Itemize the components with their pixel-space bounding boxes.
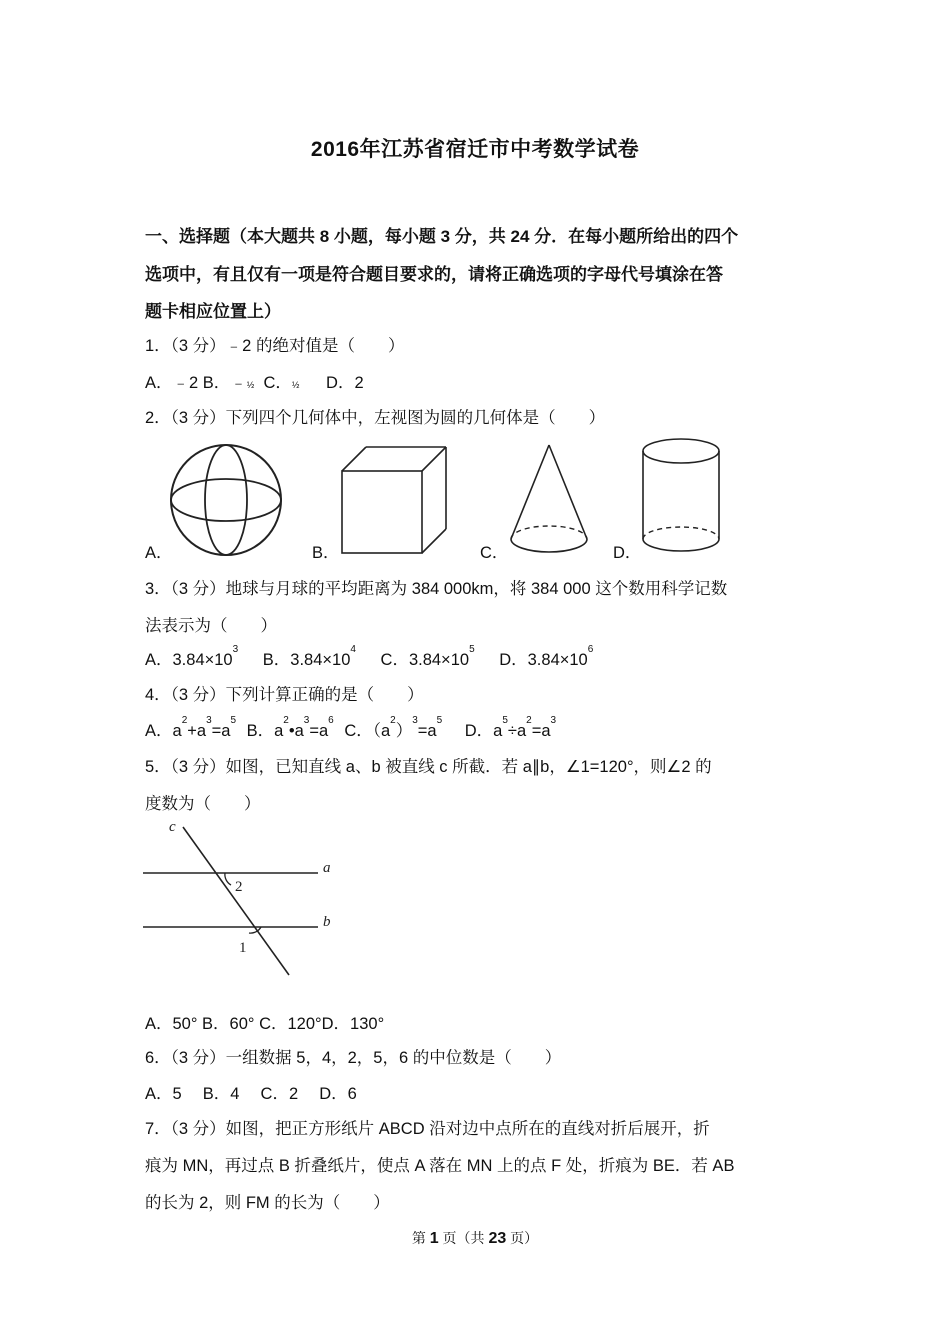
question-6-stem: 6．（3 分）一组数据 5，4，2，5，6 的中位数是（ ） — [145, 1049, 562, 1067]
question-5-stem-line-2: 度数为（ ） — [145, 795, 261, 813]
q4-option-c: C．$(a^2)^3=a^5$ — [344, 715, 443, 740]
section-heading-line-1: 一、选择题（本大题共 8 小题，每小题 3 分，共 24 分．在每小题所给出的四个 — [145, 227, 739, 246]
q2-option-a-label: A． — [145, 544, 173, 562]
question-2-stem: 2．（3 分）下列四个几何体中，左视图为圆的几何体是（ ） — [145, 409, 606, 427]
cone-figure — [505, 443, 615, 563]
question-3-options — [145, 646, 815, 670]
cone-base-back — [511, 526, 587, 539]
cylinder-top — [643, 439, 719, 463]
sphere-outline — [171, 445, 281, 555]
label-c: c — [169, 819, 176, 835]
question-3-stem-line-2: 法表示为（ ） — [145, 617, 277, 635]
parallel-lines-figure — [143, 815, 343, 980]
label-angle-2: 2 — [235, 879, 243, 895]
q3-option-c: C．$3.84\times 10^5$ — [380, 644, 475, 669]
sphere-figure — [170, 438, 310, 558]
cone-base-front — [511, 539, 587, 552]
q1-option-a: A．﹣2 — [145, 374, 199, 392]
page-title: 2016年江苏省宿迁市中考数学试卷 — [310, 138, 640, 161]
q4-option-b: B．$a^2•a^3=a^6$ — [246, 715, 334, 740]
line-c — [183, 827, 289, 975]
cube-edge — [422, 529, 446, 553]
question-1-options — [145, 369, 815, 393]
question-1-stem: 1．（3 分）﹣2 的绝对值是（ ） — [145, 337, 405, 355]
cylinder-base-front — [643, 539, 719, 551]
section-heading-line-3: 题卡相应位置上） — [145, 302, 281, 321]
cylinder-figure — [640, 437, 740, 562]
section-heading-line-2: 选项中，有且仅有一项是符合题目要求的，请将正确选项的字母代号填涂在答 — [145, 265, 723, 284]
cube-edge — [342, 447, 366, 471]
q2-option-c-label: C． — [480, 544, 509, 562]
q1-option-b: B．﹣½ — [202, 374, 255, 392]
angle-2-arc — [225, 873, 231, 885]
question-3-stem-line-1: 3．（3 分）地球与月球的平均距离为 384 000km，将 384 000 这个数用科学记数 — [145, 580, 728, 598]
question-7-stem-line-2: 痕为 MN，再过点 B 折叠纸片，使点 A 落在 MN 上的点 F 处，折痕为 BE．若 AB — [145, 1157, 735, 1175]
q2-option-b-label: B． — [312, 544, 340, 562]
current-page-number: 1 — [429, 1230, 439, 1247]
sphere-meridian — [205, 445, 247, 555]
sphere-equator — [171, 479, 281, 521]
q3-option-d: D．$3.84\times 10^6$ — [499, 644, 594, 669]
q3-option-b: B．$3.84\times 10^4$ — [262, 644, 356, 669]
question-5-options: A．50° B．60° C．120°D．130° — [145, 1015, 385, 1033]
q2-option-d-label: D． — [613, 544, 642, 562]
question-5-stem-line-1: 5．（3 分）如图，已知直线 a、b 被直线 c 所截．若 a∥b，∠1=120°，则∠2 的 — [145, 758, 712, 776]
q4-option-d: D．$a^5\div a^2=a^3$ — [464, 715, 557, 740]
q1-option-c: C．½ — [263, 374, 300, 392]
total-page-count: 23 — [488, 1230, 507, 1247]
label-b: b — [323, 914, 331, 930]
cube-figure — [338, 445, 468, 565]
label-a: a — [323, 860, 331, 876]
page-footer: 第 1 页（共 23 页） — [411, 1230, 539, 1247]
label-angle-1: 1 — [239, 940, 247, 956]
question-7-stem-line-3: 的长为 2，则 FM 的长为（ ） — [145, 1194, 390, 1212]
q4-option-a: A．$a^2+a^3=a^5$ — [145, 715, 236, 740]
cylinder-base-back — [643, 527, 719, 539]
question-7-stem-line-1: 7．（3 分）如图，把正方形纸片 ABCD 沿对边中点所在的直线对折后展开，折 — [145, 1120, 710, 1138]
question-4-stem: 4．（3 分）下列计算正确的是（ ） — [145, 686, 424, 704]
question-4-options — [145, 717, 815, 741]
question-6-options: A．5 B．4 C．2 D．6 — [145, 1085, 357, 1103]
cube-front — [342, 471, 422, 553]
cone-side — [511, 445, 549, 539]
cube-edge — [422, 447, 446, 471]
q1-option-d: D．2 — [326, 374, 364, 392]
q3-option-a: A．$3.84\times 10^3$ — [145, 644, 239, 669]
cone-side — [549, 445, 587, 539]
